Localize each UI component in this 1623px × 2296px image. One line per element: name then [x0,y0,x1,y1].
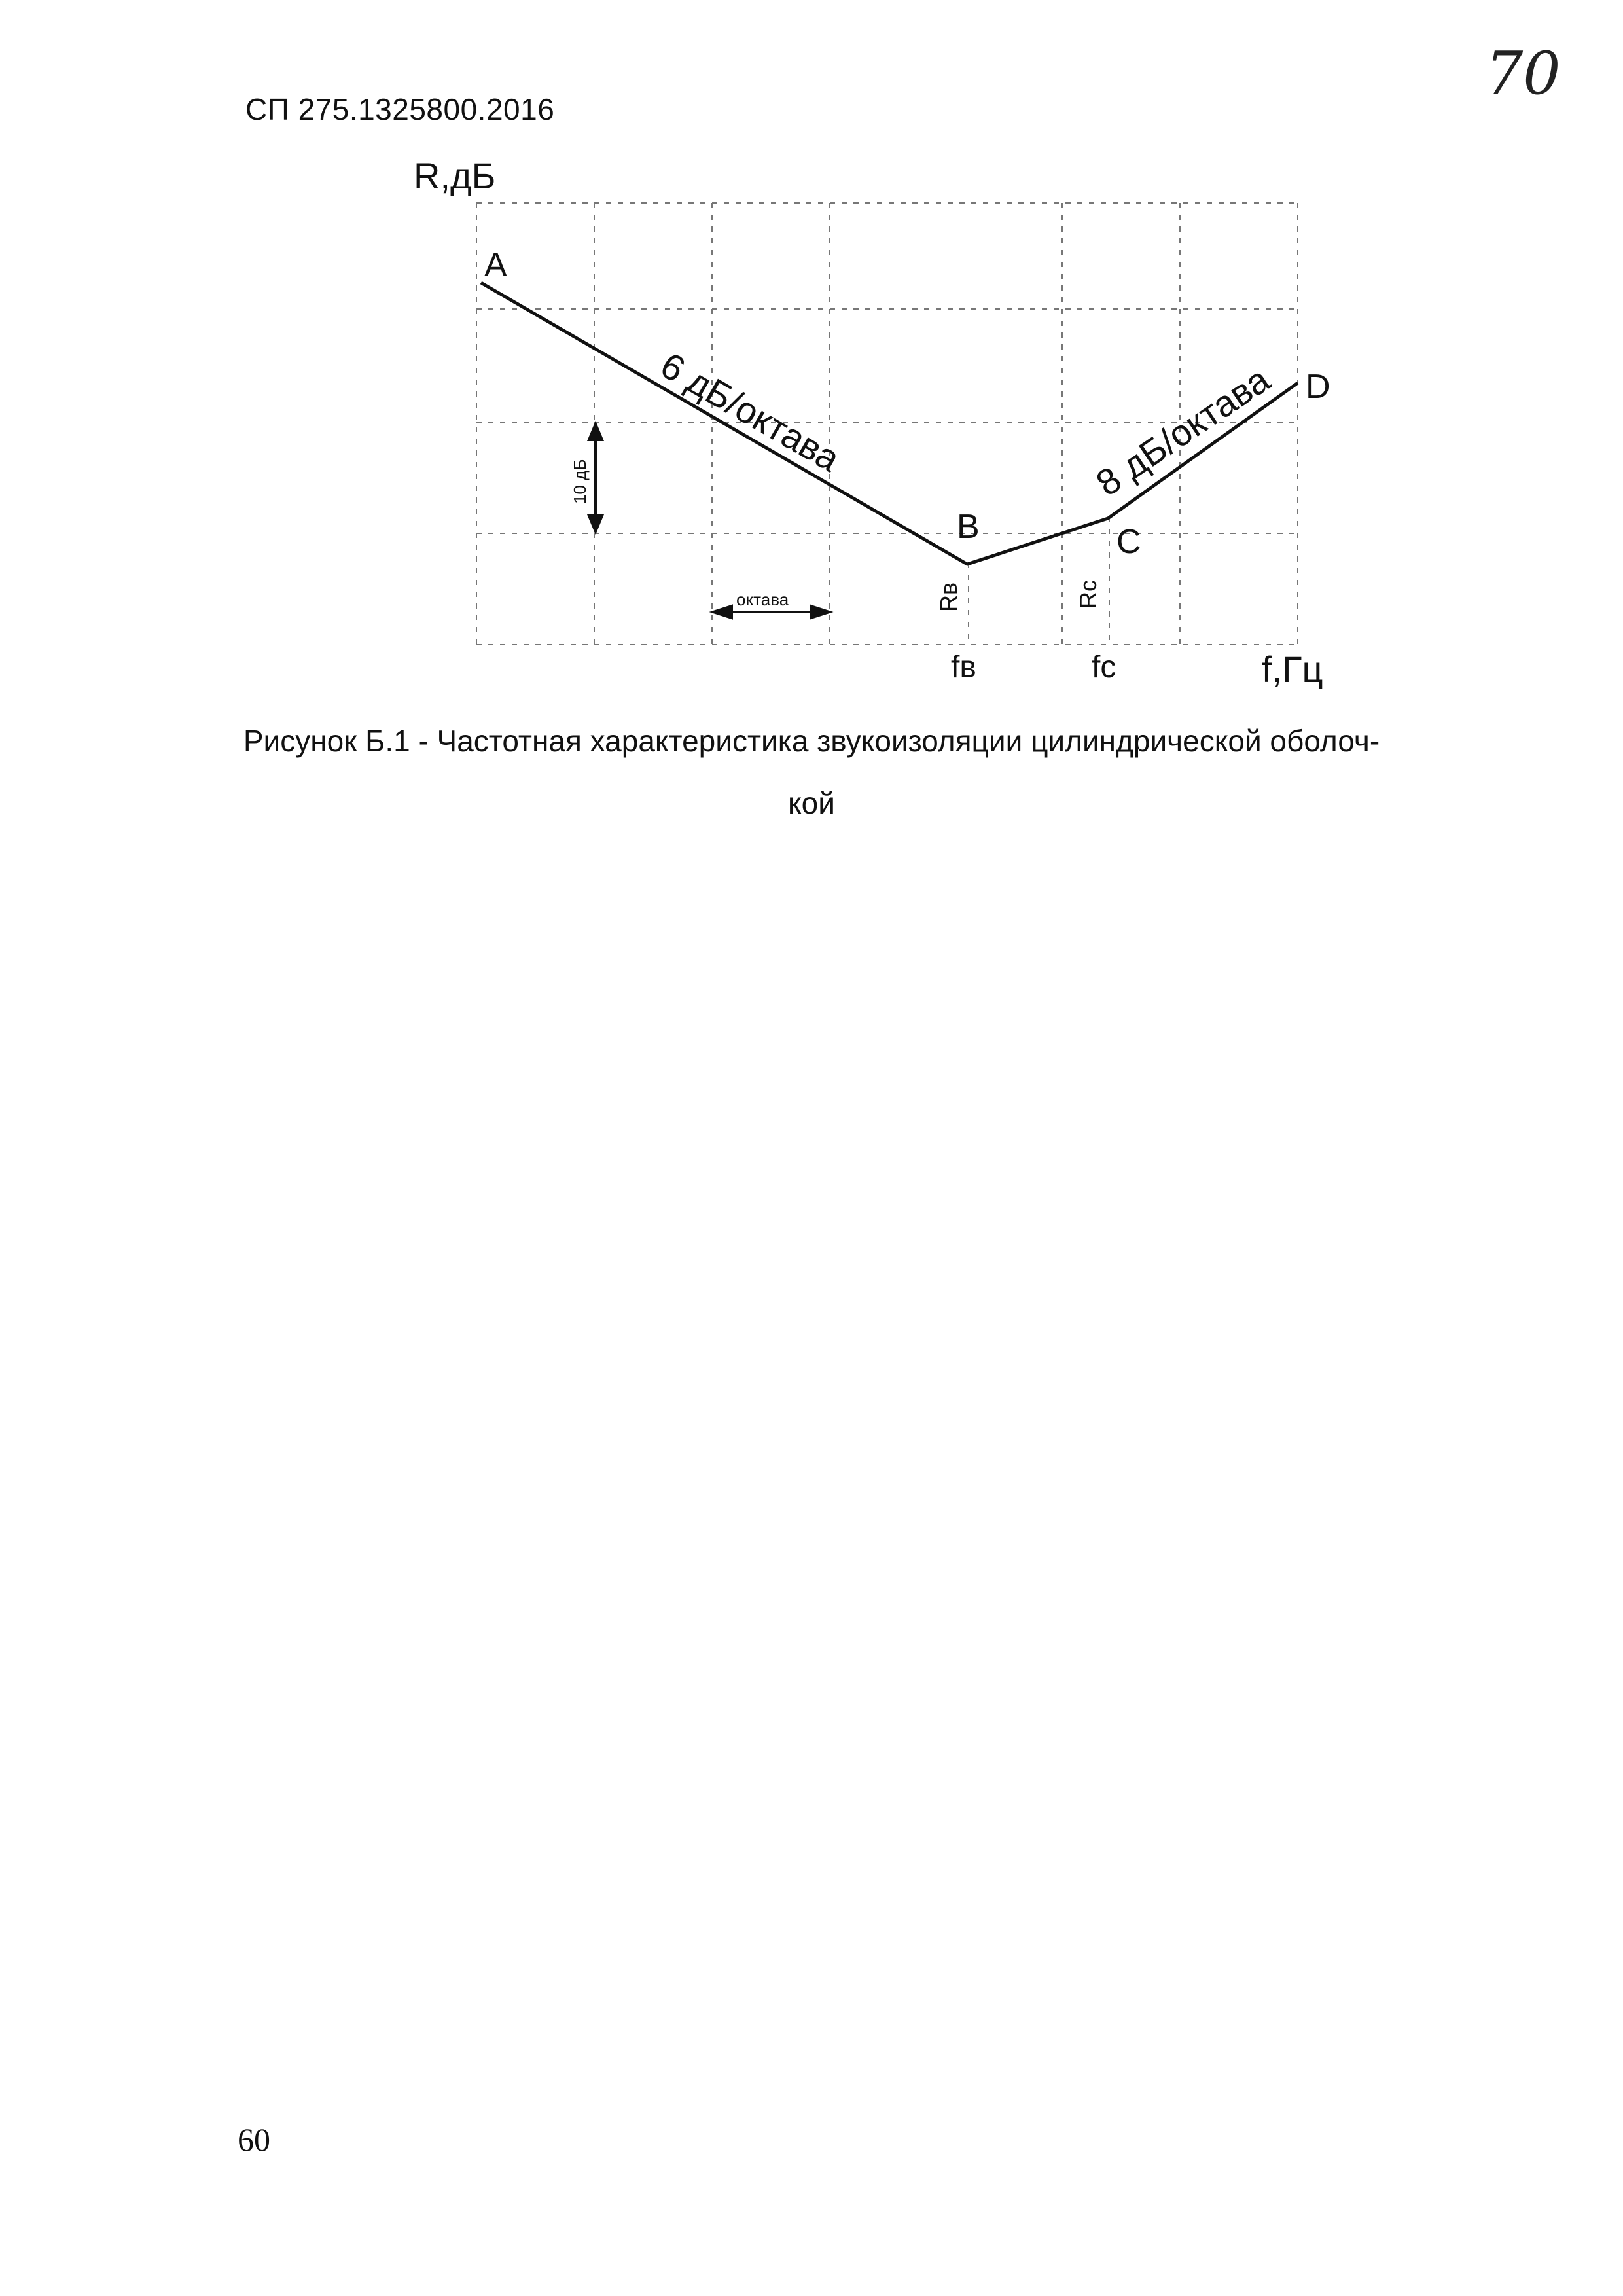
point-d-label: D [1306,368,1330,406]
tick-fb: fв [951,650,976,685]
point-a-label: A [484,246,507,284]
point-c-label: C [1116,523,1141,561]
slope-cd-label: 8 дБ/октава [1088,358,1277,504]
document-code: СП 275.1325800.2016 [245,92,555,126]
page-number: 60 [238,2121,270,2158]
frequency-response-figure [0,0,1623,720]
handwritten-page-number: 70 [1486,39,1561,108]
figure-caption-line2: кой [788,786,835,820]
slope-ab-label: 6 дБ/октава [654,344,847,480]
scale-octave-label: октава [736,590,789,609]
marker-rb: Rв [935,582,962,612]
x-axis-label: f,Гц [1262,649,1323,690]
scale-10db-label: 10 дБ [570,459,590,504]
y-axis-label: R,дБ [414,155,496,196]
scale-10db-arrow [589,424,602,531]
marker-rc: Rc [1075,580,1101,609]
point-b-label: B [957,508,980,546]
tick-fc: fc [1092,650,1116,685]
figure-caption-line1: Рисунок Б.1 - Частотная характеристика звукоизоляции цилиндрической оболоч- [243,724,1380,758]
